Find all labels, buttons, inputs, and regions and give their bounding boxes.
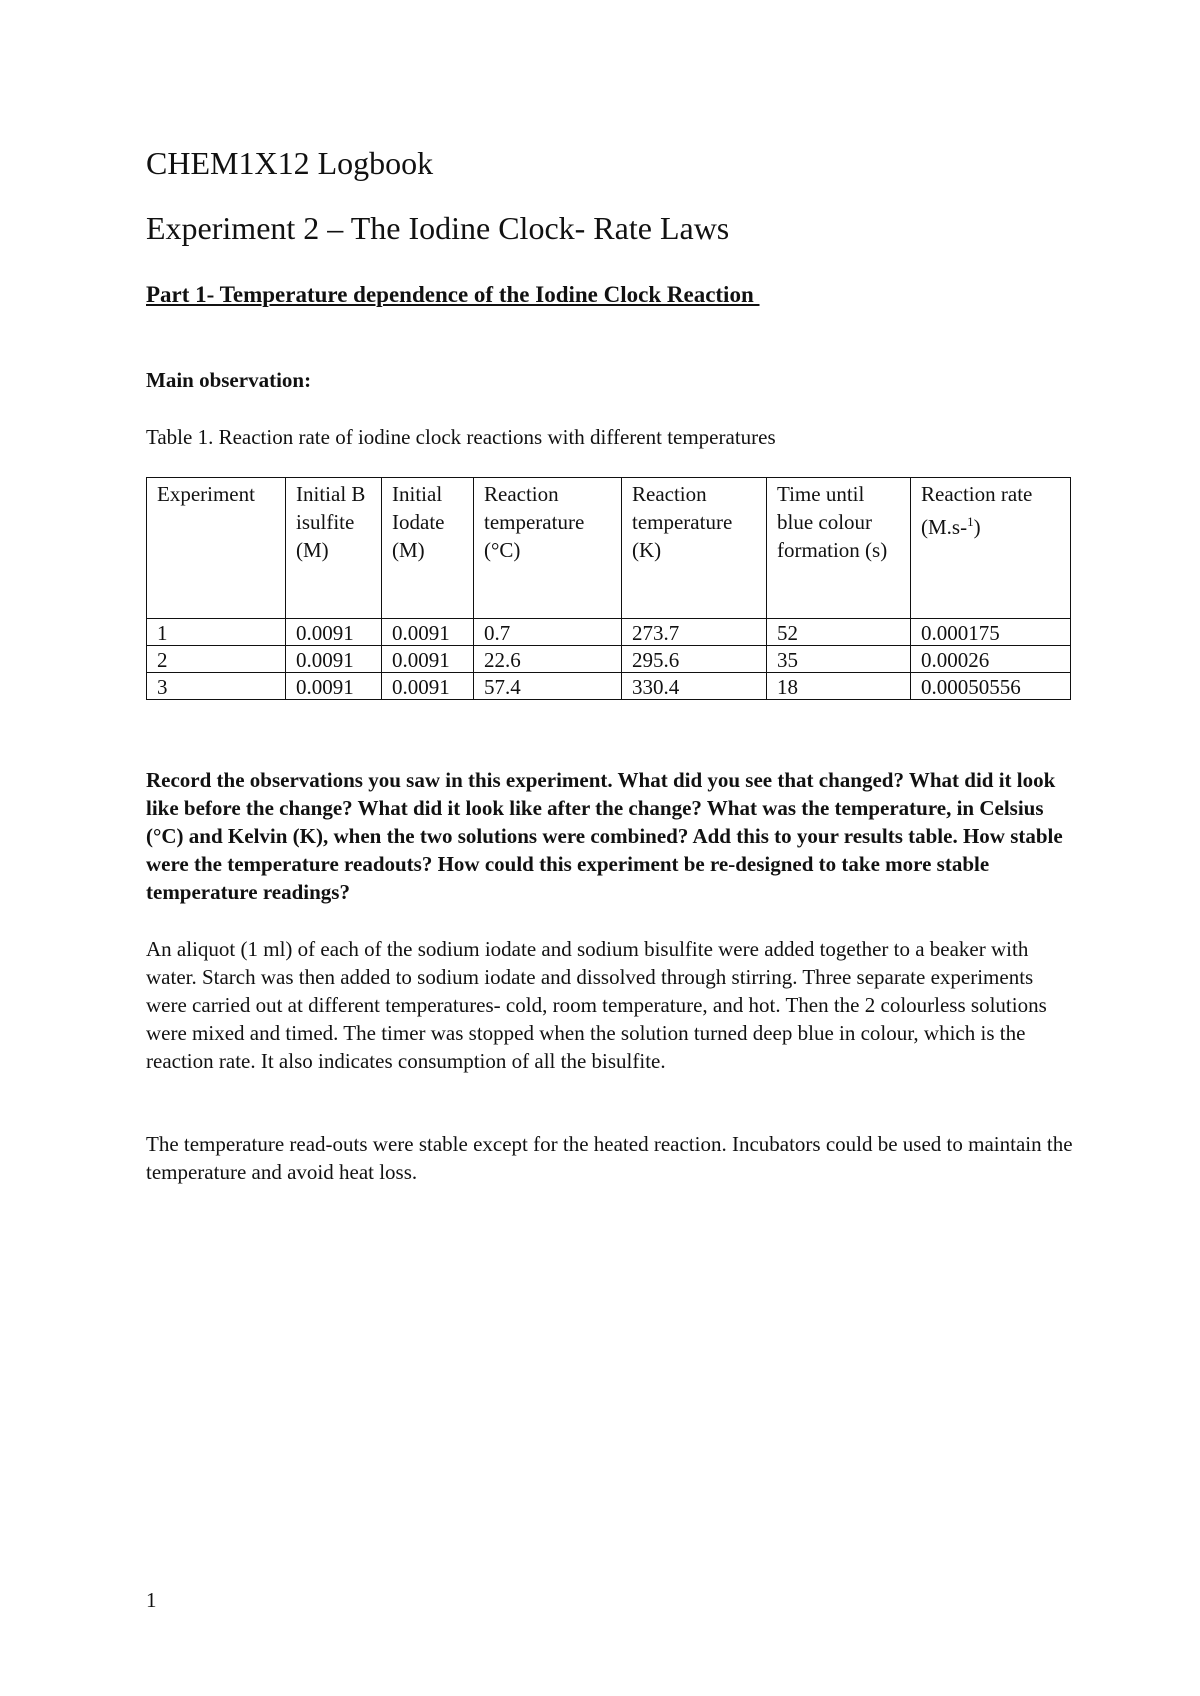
cell-temp-k: 295.6 [622,646,767,673]
cell-rate: 0.000175 [911,619,1071,646]
answer-paragraph: An aliquot (1 ml) of each of the sodium iodate and sodium bisulfite were added together to a beaker with water. Starch was then added to sodium iodate and dissolved through stirring. Three separate experiments were carried out at different temperatures- cold, room temperature, and hot. Then the 2 colourless solutions were mixed and timed. The timer was stopped when the solution turned deep blue in colour, which is the reaction rate. It also indicates consumption of all the bisulfite. [146,937,1047,1073]
cell-temp-c: 57.4 [474,673,622,700]
page-number: 1 [146,1588,157,1612]
cell-bisulfite: 0.0091 [286,646,382,673]
header-experiment: Experiment [147,478,286,619]
question-prompt: Record the observations you saw in this experiment. What did you see that changed? What did it look like before the change? What did it look like after the change? What was the temperature, in Celsius (°C) and Kelvin (K), when the two solutions were combined? Add this to your results table. How stable were the temperature readouts? How could this experiment be re-designed to take more stable temperature readings? [146,768,1063,904]
table-header-row [147,478,1071,619]
cell-time: 35 [767,646,911,673]
part-heading: Part 1- Temperature dependence of the Iodine Clock Reaction [146,282,760,307]
header-time-until-blue: Time until blue colour formation (s) [767,478,911,619]
table-row [147,619,1071,646]
header-reaction-rate-sup: 1 [967,514,974,529]
cell-iodate: 0.0091 [382,646,474,673]
cell-rate: 0.00026 [911,646,1071,673]
header-reaction-rate [911,478,1071,619]
logbook-title: CHEM1X12 Logbook [146,145,434,181]
table-row [147,673,1071,700]
header-reaction-temp-k: Reaction temperature (K) [622,478,767,619]
cell-iodate: 0.0091 [382,619,474,646]
cell-temp-c: 22.6 [474,646,622,673]
header-initial-iodate: Initial Iodate (M) [382,478,474,619]
header-reaction-rate-close: ) [973,515,981,539]
header-reaction-rate-text: Reaction rate (M.s- [921,482,1033,539]
cell-rate: 0.00050556 [911,673,1071,700]
cell-temp-c: 0.7 [474,619,622,646]
header-initial-bisulfite: Initial Bisulfite (M) [286,478,382,619]
cell-time: 52 [767,619,911,646]
cell-experiment: 1 [147,619,286,646]
main-observation-label: Main observation: [146,368,312,392]
header-reaction-temp-c: Reaction temperature (°C) [474,478,622,619]
cell-bisulfite: 0.0091 [286,673,382,700]
cell-temp-k: 273.7 [622,619,767,646]
cell-experiment: 2 [147,646,286,673]
cell-time: 18 [767,673,911,700]
experiment-title: Experiment 2 – The Iodine Clock- Rate Laws [146,210,730,246]
cell-temp-k: 330.4 [622,673,767,700]
answer-paragraph: The temperature read-outs were stable except for the heated reaction. Incubators could be used to maintain the temperature and avoid heat loss. [146,1132,1073,1184]
results-table [146,477,1071,700]
cell-experiment: 3 [147,673,286,700]
cell-iodate: 0.0091 [382,673,474,700]
table-row [147,646,1071,673]
table-caption: Table 1. Reaction rate of iodine clock reactions with different temperatures [146,425,776,449]
cell-bisulfite: 0.0091 [286,619,382,646]
